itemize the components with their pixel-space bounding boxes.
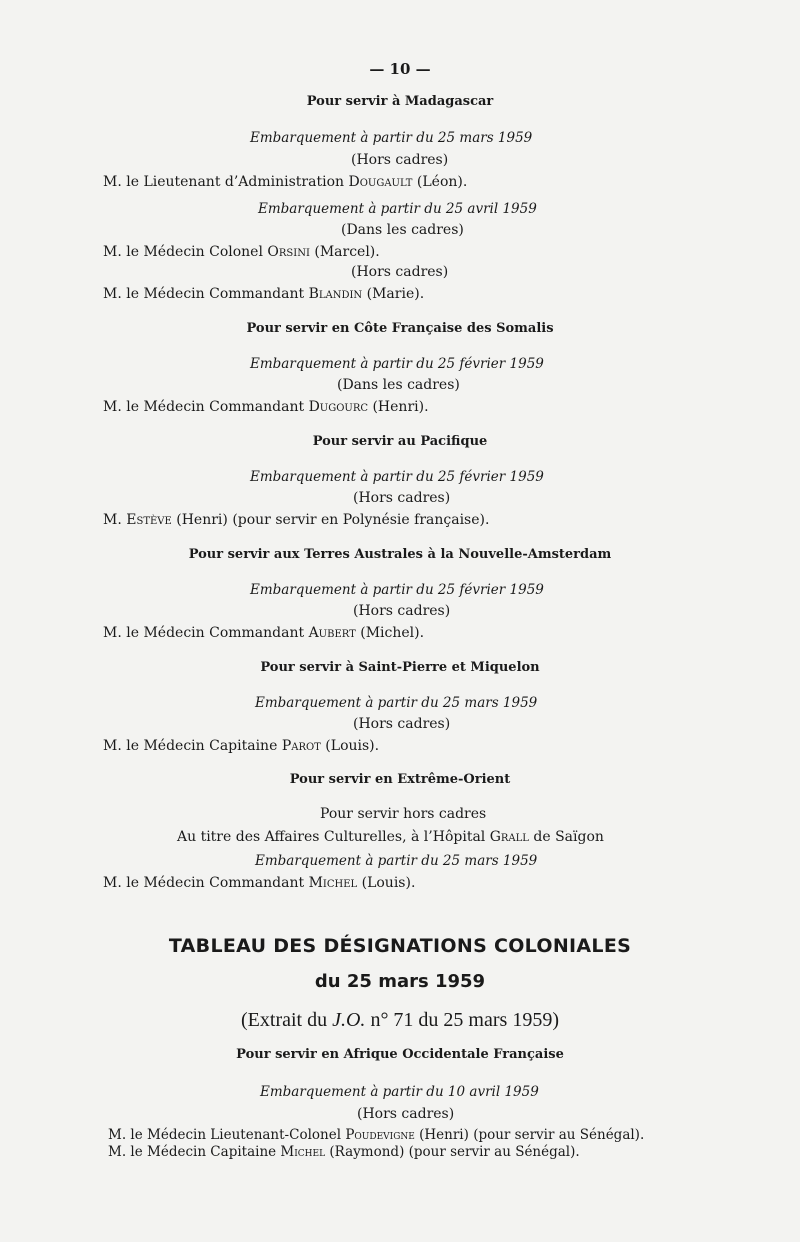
tableau-date: du 25 mars 1959 [314, 971, 486, 992]
surname: Grall [489, 829, 529, 845]
embarkation-line: Embarquement à partir du 25 février 1959 [250, 582, 544, 598]
status-line: (Hors cadres) [351, 152, 449, 168]
section-heading: Pour servir en Extrême-Orient [289, 772, 511, 787]
tableau-extract-reference: (Extrait du J.O. n° 71 du 25 mars 1959) [241, 1009, 559, 1031]
section-heading: Pour servir en Afrique Occidentale Française [236, 1047, 564, 1062]
entry-line: M. le Lieutenant d’Administration Dougault (Léon). [103, 174, 468, 190]
surname: Parot [281, 738, 321, 754]
embarkation-line: Embarquement à partir du 25 février 1959 [250, 469, 544, 485]
embarkation-line: Embarquement à partir du 25 février 1959 [250, 356, 544, 372]
entry-line: M. le Médecin Lieutenant-Colonel Poudevigne (Henri) (pour servir au Sénégal). [108, 1127, 645, 1143]
section-heading: Pour servir en Côte Française des Somalis [246, 321, 554, 336]
status-line: (Hors cadres) [353, 490, 451, 506]
section-heading: Pour servir à Saint-Pierre et Miquelon [260, 660, 540, 675]
entry-line: M. le Médecin Commandant Michel (Louis). [103, 875, 416, 891]
section-heading: Pour servir aux Terres Australes à la Nouvelle-Amsterdam [188, 547, 612, 562]
status-line: (Dans les cadres) [337, 377, 460, 393]
status-line: (Hors cadres) [351, 264, 449, 280]
note-line: Au titre des Affaires Culturelles, à l’Hôpital Grall de Saïgon [177, 829, 604, 845]
section-heading: Pour servir au Pacifique [312, 434, 488, 449]
page-number: — 10 — [369, 60, 431, 78]
surname: Blandin [308, 286, 363, 302]
section-heading: Pour servir à Madagascar [306, 94, 494, 109]
status-line: (Dans les cadres) [341, 222, 464, 238]
surname: Estève [126, 512, 172, 528]
tableau-title: TABLEAU DES DÉSIGNATIONS COLONIALES [168, 935, 632, 957]
status-line: (Hors cadres) [357, 1106, 455, 1122]
status-line: (Hors cadres) [353, 603, 451, 619]
entry-line: M. le Médecin Colonel Orsini (Marcel). [103, 244, 380, 260]
embarkation-line: Embarquement à partir du 25 avril 1959 [258, 201, 537, 217]
surname: Orsini [267, 244, 310, 260]
entry-line: M. le Médecin Capitaine Michel (Raymond) (pour servir au Sénégal). [108, 1144, 580, 1160]
entry-line: M. le Médecin Commandant Blandin (Marie). [103, 286, 425, 302]
embarkation-line: Embarquement à partir du 25 mars 1959 [250, 130, 533, 146]
surname: Aubert [308, 625, 356, 641]
surname: Dougault [348, 174, 413, 190]
entry-line: M. le Médecin Commandant Dugourc (Henri). [103, 399, 429, 415]
surname: Michel [308, 875, 358, 891]
entry-line: M. le Médecin Capitaine Parot (Louis). [103, 738, 380, 754]
embarkation-line: Embarquement à partir du 25 mars 1959 [255, 695, 538, 711]
embarkation-line: Embarquement à partir du 25 mars 1959 [255, 853, 538, 869]
status-line: Pour servir hors cadres [320, 806, 487, 822]
surname: Michel [280, 1144, 326, 1160]
entry-line: M. Estève (Henri) (pour servir en Polynésie française). [103, 512, 490, 528]
status-line: (Hors cadres) [353, 716, 451, 732]
entry-line: M. le Médecin Commandant Aubert (Michel). [103, 625, 425, 641]
surname: Dugourc [308, 399, 369, 415]
surname: Poudevigne [345, 1127, 415, 1143]
embarkation-line: Embarquement à partir du 10 avril 1959 [260, 1084, 539, 1100]
